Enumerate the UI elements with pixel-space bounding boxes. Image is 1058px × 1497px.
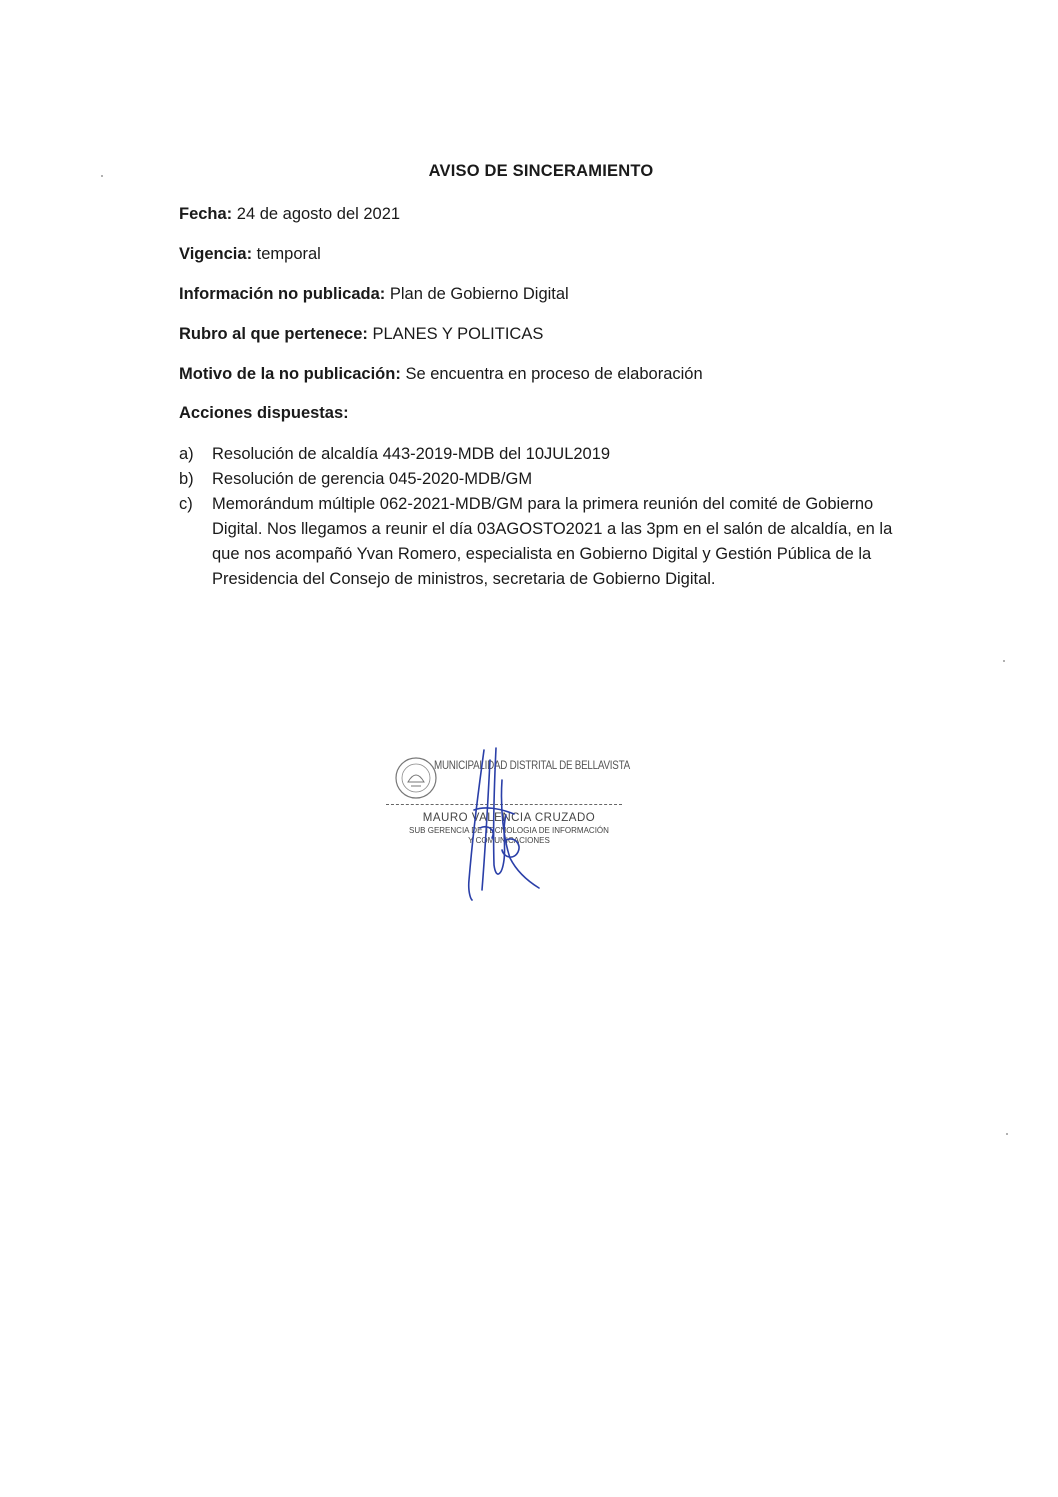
stamp-name: MAURO VALENCIA CRUZADO — [422, 812, 596, 824]
scan-speck — [1006, 1133, 1008, 1135]
field-label: Fecha: — [179, 205, 233, 223]
list-item-text: Memorándum múltiple 062-2021-MDB/GM para la primera reunión del comité de Gobierno Digital. Nos llegamos a reunir el día 03AGOSTO2021 a las 3pm en el salón de alcaldía, en la que nos acompañó Yvan Romero, especialista en Gobierno Digital y Gestión Pública de la Presidencia del Consejo de ministros, secretaria de Gobierno Digital. — [212, 495, 893, 588]
field-value: PLANES Y POLITICAS — [372, 325, 544, 343]
field-informacion — [179, 285, 569, 304]
field-motivo — [179, 365, 703, 384]
field-value: Plan de Gobierno Digital — [389, 285, 569, 303]
list-item — [179, 467, 919, 492]
field-label: Información no publicada: — [179, 285, 386, 303]
actions-list — [179, 442, 919, 592]
field-value: temporal — [256, 245, 321, 263]
stamp-institution: MUNICIPALIDAD DISTRITAL DE BELLAVISTA — [434, 758, 630, 772]
seal-icon — [394, 756, 438, 800]
list-item — [179, 442, 919, 467]
actions-heading: Acciones dispuestas: — [179, 404, 349, 422]
scan-speck — [1003, 660, 1005, 662]
scan-speck — [101, 175, 103, 177]
list-item — [179, 492, 919, 592]
list-item-text: Resolución de alcaldía 443-2019-MDB del 10JUL2019 — [212, 445, 611, 463]
field-fecha — [179, 205, 400, 224]
field-rubro — [179, 325, 543, 344]
document-title: AVISO DE SINCERAMIENTO — [428, 162, 654, 180]
list-marker: c) — [179, 495, 193, 513]
field-label: Rubro al que pertenece: — [179, 325, 368, 343]
field-value: Se encuentra en proceso de elaboración — [405, 365, 703, 383]
list-marker: b) — [179, 470, 194, 488]
list-item-text: Resolución de gerencia 045-2020-MDB/GM — [212, 470, 533, 488]
field-label: Vigencia: — [179, 245, 253, 263]
field-vigencia — [179, 245, 321, 264]
list-marker: a) — [179, 445, 194, 463]
stamp-role-line: Y COMUNICACIONES — [468, 836, 550, 845]
field-label: Motivo de la no publicación: — [179, 365, 401, 383]
stamp-role-line: SUB GERENCIA DE TECNOLOGIA DE INFORMACIÓN — [409, 826, 609, 835]
field-value: 24 de agosto del 2021 — [236, 205, 401, 223]
official-stamp — [384, 738, 644, 908]
handwritten-signature — [444, 740, 554, 905]
